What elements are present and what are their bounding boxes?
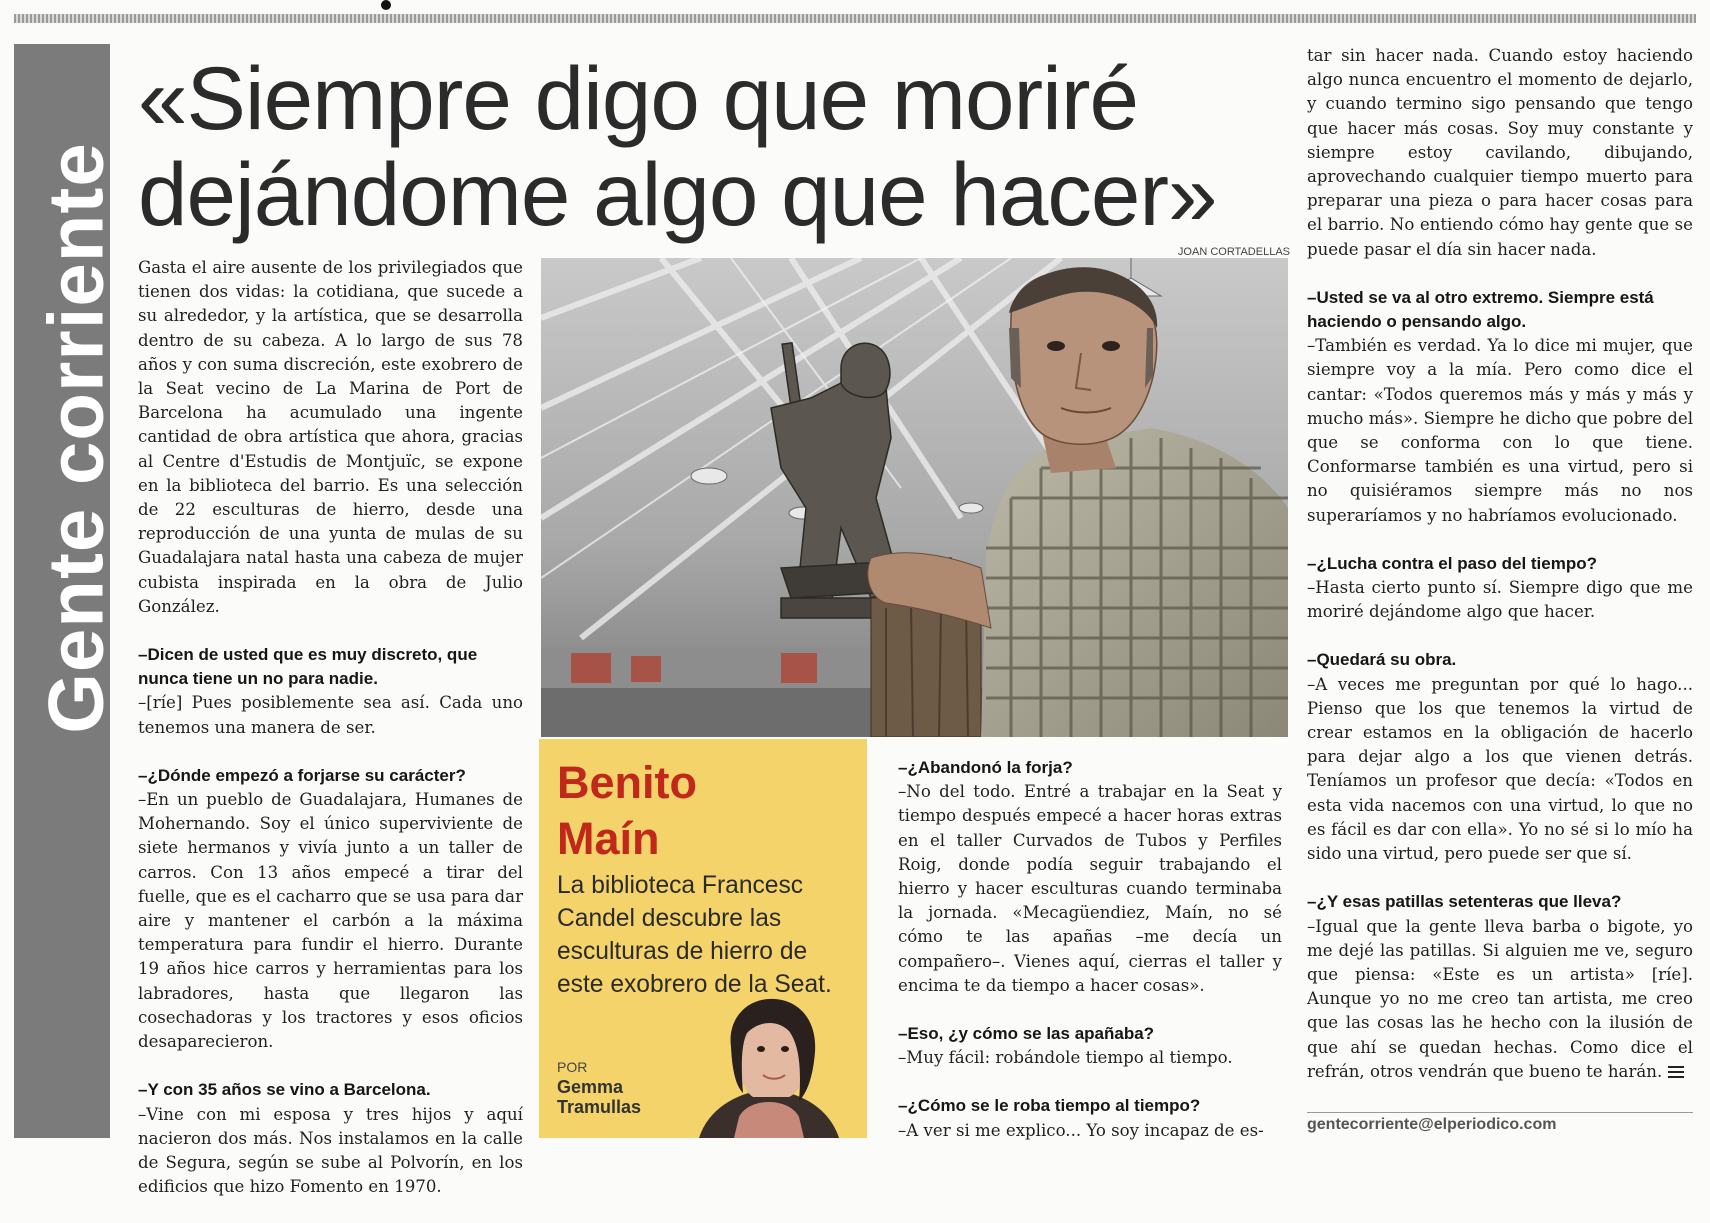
question: –¿Abandonó la forja?: [898, 758, 1073, 777]
answer: –Igual que la gente lleva barba o bigote, yo me dejé las patillas. Si alguien me ve, seguro que piensa: «Este es un artista» [ríe]. Aunque yo no me creo tan artista, me creo que las cosas las he hecho con la ilusión de que ahí se quedan hechas. Como dice el refrán, otros vendrán que bueno te harán.: [1307, 916, 1693, 1081]
question: –Dicen de usted que es muy discreto, que nunca tiene un no para nadie.: [138, 645, 478, 689]
answer: –A ver si me explico... Yo soy incapaz de es-: [898, 1120, 1264, 1140]
qa-block: [1307, 890, 1693, 1084]
column-3: [898, 756, 1282, 1167]
qa-block: [138, 1078, 523, 1199]
answer: –En un pueblo de Guadalajara, Humanes de Mohernando. Soy el único superviviente de siete hermanos y vivía junto a un taller de carros. Con 13 años empecé a tirar del fuelle, que es el cacharro que se usa para dar aire y mantener el carbón a la máxima temperatura para fundir el hierro. Durante 19 años hice carros y herramientas para los labradores, hasta que llegaron las cosechadoras y los tractores y esos oficios desaparecieron.: [138, 790, 523, 1052]
section-label: Gente corriente: [31, 142, 120, 734]
top-dot: [381, 0, 391, 10]
info-box: [539, 739, 867, 1138]
subject-last-name: Maín: [557, 813, 660, 864]
column-1: [138, 256, 523, 1223]
qa-block: [138, 643, 523, 740]
answer: –Muy fácil: robándole tiempo al tiempo.: [898, 1048, 1233, 1068]
contact-email[interactable]: gentecorriente@elperiodico.com: [1307, 1116, 1557, 1133]
question: –¿Lucha contra el paso del tiempo?: [1307, 553, 1597, 573]
qa-block: [1307, 552, 1693, 625]
subject-first-name: Benito: [557, 757, 697, 808]
qa-block: [1307, 286, 1693, 528]
answer: –No del todo. Entré a trabajar en la Seat y tiempo después empecé a hacer horas extras en el taller Curvados de Tubos y Perfiles Roig, donde podía seguir trabajando el hierro y hacer esculturas cuando terminaba la jornada. «Mecagüendiez, Maín, no sé cómo te las apañas –me decía un compañero–. Vienes aquí, cierras el taller y encima te da tiempo a hacer cosas».: [898, 782, 1282, 995]
question: –¿Cómo se le roba tiempo al tiempo?: [898, 1096, 1201, 1116]
qa-block: [898, 1094, 1282, 1142]
question: –Eso, ¿y cómo se las apañaba?: [898, 1024, 1155, 1044]
dek: La biblioteca Francesc Candel descubre las esculturas de hierro de este exobrero de la Seat.: [557, 872, 832, 998]
intro-paragraph: Gasta el aire ausente de los privilegiados que tienen dos vidas: la cotidiana, que sucede a su alrededor, y la artística, que se desarrolla dentro de su cabeza. A lo largo de sus 78 años y con suma discreción, este exobrero de la Seat vecino de La Marina de Port de Barcelona ha acumulado una ingente cantidad de obra artística que ahora, gracias al Centre d'Estudis de Montjuïc, se expone en la biblioteca del barrio. Es una selección de 22 esculturas de hierro, desde una reproducción de una yunta de mulas de su Guadalajara natal hasta una cabeza de mujer cubista inspirada en la obra de Julio González.: [138, 258, 523, 616]
footer-rule: [1307, 1112, 1693, 1113]
byline-prefix: POR: [557, 1059, 588, 1075]
byline-author: Gemma Tramullas: [557, 1077, 642, 1117]
answer: –También es verdad. Ya lo dice mi mujer, que siempre voy a la mía. Pero como dice el cantar: «Todos queremos más y más y más y mucho más». Siempre he dicho que pobre del que se conforma con lo que tiene. Conformarse también es una virtud, pero si no quisiéramos siempre más no nos superaríamos y no habríamos evolucionado.: [1307, 336, 1693, 525]
question: –¿Dónde empezó a forjarse su carácter?: [138, 765, 466, 785]
qa-block: [898, 1022, 1282, 1070]
top-rule: [14, 14, 1696, 23]
answer: –Hasta cierto punto sí. Siempre digo que me moriré dejándome algo que hacer.: [1307, 578, 1693, 622]
answer: –Vine con mi esposa y tres hijos y aquí nacieron dos más. Nos instalamos en la calle de Segura, según se sube al Polvorín, en los edificios que hizo Fomento en 1970.: [138, 1104, 523, 1197]
section-sidebar: [14, 44, 120, 1138]
question: –Quedará su obra.: [1307, 650, 1457, 670]
question: –Y con 35 años se vino a Barcelona.: [138, 1080, 431, 1100]
headline: «Siempre digo que moriré dejándome algo que hacer»: [138, 48, 1217, 244]
column-4: [1307, 44, 1693, 1108]
end-mark-icon: [1668, 1066, 1684, 1078]
main-photo: [541, 258, 1288, 737]
answer: –A veces me preguntan por qué lo hago... Pienso que los que tenemos la virtud de crear estamos en la obligación de hacerlo para dejar algo a los que vienen detrás. Teníamos un profesor que decía: «Todos en esta vida nacemos con una virtud, lo que no es fácil es dar con ella». Yo no sé si lo mío ha sido una virtud, pero puede ser que sí.: [1307, 674, 1693, 864]
question: –Usted se va al otro extremo. Siempre está haciendo o pensando algo.: [1307, 287, 1654, 332]
author-photo: [689, 997, 849, 1138]
photo-credit: JOAN CORTADELLAS: [1177, 246, 1290, 258]
qa-block: [898, 756, 1282, 998]
qa-block: [138, 764, 523, 1054]
subject-name: [557, 755, 857, 867]
continued-paragraph: tar sin hacer nada. Cuando estoy haciendo algo nunca encuentro el momento de dejarlo, y cuando termino sigo pensando que tengo que hacer más cosas. Soy muy constante y siempre estoy cavilando, dibujando, aprovechando cualquier tiempo muerto para preparar una pieza o para hacer cosas para el barrio. No entiendo cómo hay gente que se puede pasar el día sin hacer nada.: [1307, 46, 1693, 259]
answer: –[ríe] Pues posiblemente sea así. Cada uno tenemos una manera de ser.: [138, 693, 523, 737]
question: –¿Y esas patillas setenteras que lleva?: [1307, 892, 1622, 912]
qa-block: [1307, 648, 1693, 866]
